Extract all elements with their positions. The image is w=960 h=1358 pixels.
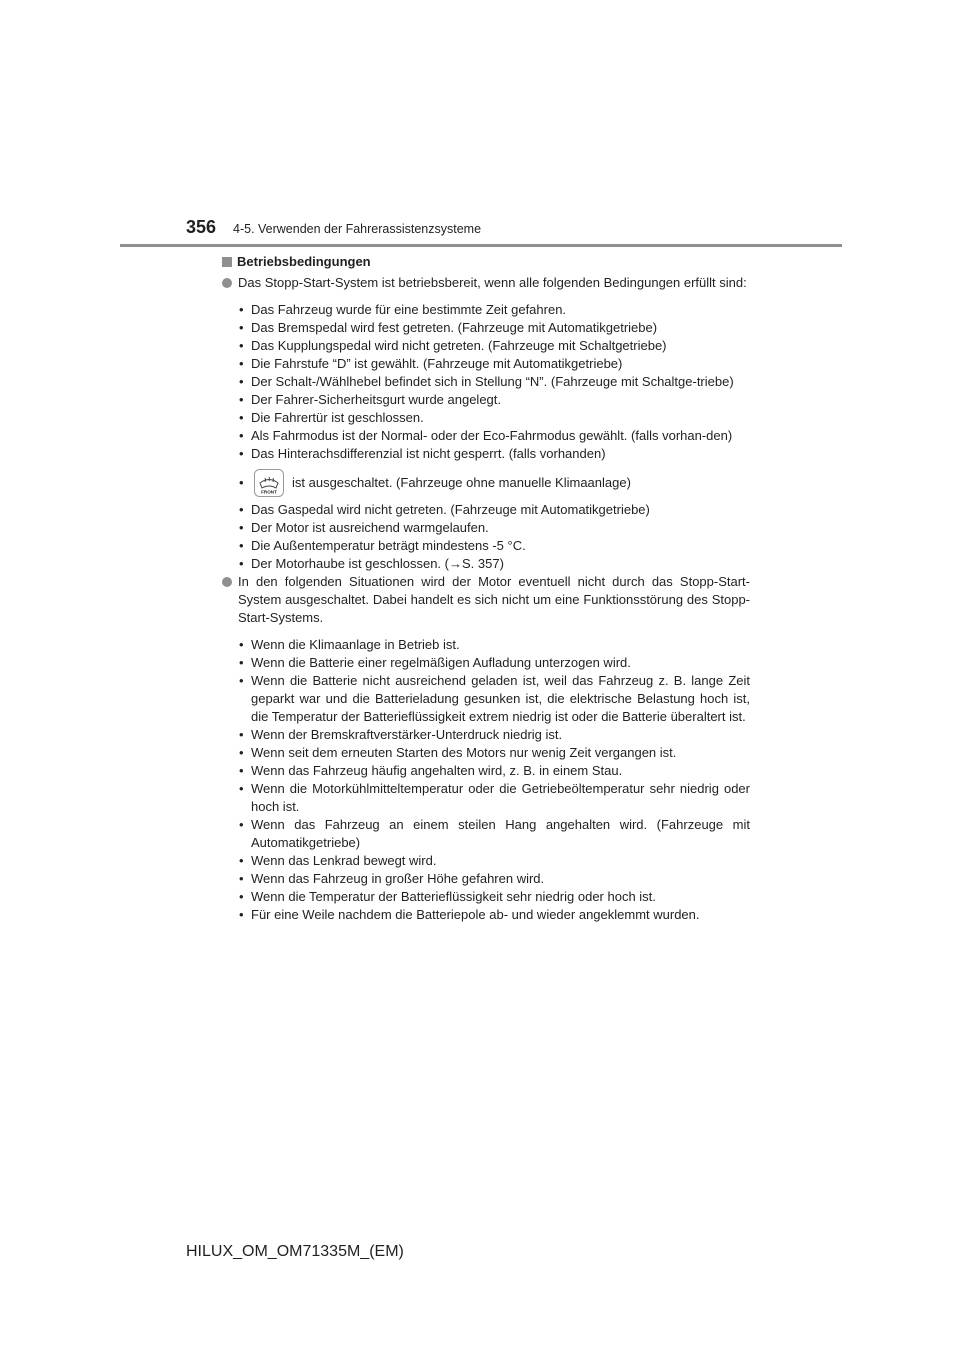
list-item: • Die Außentemperatur beträgt mindestens -5 °C. [239, 538, 526, 553]
list-item: • Für eine Weile nachdem die Batteriepole ab- und wieder angeklemmt wurden. [239, 907, 700, 922]
list-item: • Der Fahrer-Sicherheitsgurt wurde angelegt. [239, 392, 502, 407]
situations-intro [222, 573, 750, 627]
list-item: • Wenn das Fahrzeug häufig angehalten wird, z. B. in einem Stau. [239, 763, 623, 778]
icon-condition-text: ist ausgeschaltet. (Fahrzeuge ohne manuelle Klimaanlage) [292, 475, 631, 490]
content [222, 253, 750, 924]
list-item: • Wenn die Batterie nicht ausreichend geladen ist, weil das Fahrzeug z. B. lange Zeit geparkt war und die Batterieladung gesunken ist, die elektrische Belastung hoch ist, die Temperatur der Batterieflüssigkeit extrem niedrig ist oder die Batterie überaltert ist. [239, 673, 750, 724]
list-item: • Das Gaspedal wird nicht getreten. (Fahrzeuge mit Automatikgetriebe) [239, 502, 650, 517]
icon-condition-item: • FRONT ist ausgeschaltet. (Fahrzeuge ohne manuelle Klimaanlage) [222, 469, 750, 497]
list-item: • Der Motorhaube ist geschlossen. (→S. 357) [239, 556, 504, 571]
list-item: • Das Kupplungspedal wird nicht getreten. (Fahrzeuge mit Schaltgetriebe) [239, 338, 667, 353]
document-code: HILUX_OM_OM71335M_(EM) [186, 1243, 404, 1260]
section-title: 4-5. Verwenden der Fahrerassistenzsysteme [233, 222, 482, 236]
list-item: • Der Motor ist ausreichend warmgelaufen. [239, 520, 489, 535]
list-item: • Wenn die Motorkühlmitteltemperatur oder die Getriebeöltemperatur sehr niedrig oder hoch ist. [239, 781, 750, 814]
subsection-heading [222, 253, 750, 271]
situations-intro-text: In den folgenden Situationen wird der Motor eventuell nicht durch das Stopp-Start-System ausgeschaltet. Dabei handelt es sich nicht um eine Funktionsstörung des Stopp-Start-Systems. [238, 574, 750, 625]
square-bullet-icon [222, 257, 232, 267]
list-item: • Wenn das Lenkrad bewegt wird. [239, 853, 437, 868]
list-item: • Wenn das Fahrzeug in großer Höhe gefahren wird. [239, 871, 545, 886]
list-item: • Wenn die Batterie einer regelmäßigen Aufladung unterzogen wird. [239, 655, 631, 670]
conditions-list [222, 301, 750, 463]
list-item: • Als Fahrmodus ist der Normal- oder der Eco-Fahrmodus gewählt. (falls vorhan-den) [239, 428, 733, 443]
list-item: • Das Fahrzeug wurde für eine bestimmte Zeit gefahren. [239, 302, 567, 317]
list-item: • Wenn die Temperatur der Batterieflüssigkeit sehr niedrig oder hoch ist. [239, 889, 656, 904]
front-defroster-icon [254, 469, 284, 497]
condition-intro [222, 274, 750, 292]
page-number: 356 [186, 217, 217, 237]
list-item: • Wenn der Bremskraftverstärker-Unterdruck niedrig ist. [239, 727, 563, 742]
list-item: • Wenn das Fahrzeug an einem steilen Hang angehalten wird. (Fahrzeuge mit Automatikgetriebe) [239, 817, 750, 850]
list-item: • Die Fahrstufe “D” ist gewählt. (Fahrzeuge mit Automatikgetriebe) [239, 356, 623, 371]
conditions-list-continued [222, 501, 750, 573]
list-item: • Wenn seit dem erneuten Starten des Motors nur wenig Zeit vergangen ist. [239, 745, 677, 760]
list-item: • Das Bremspedal wird fest getreten. (Fahrzeuge mit Automatikgetriebe) [239, 320, 658, 335]
list-item: • Der Schalt-/Wählhebel befindet sich in Stellung “N”. (Fahrzeuge mit Schaltge-triebe) [239, 374, 734, 389]
situations-list [222, 636, 750, 924]
header-rule [120, 244, 842, 247]
list-item: • Das Hinterachsdifferenzial ist nicht gesperrt. (falls vorhanden) [239, 446, 606, 461]
circle-bullet-icon [222, 577, 232, 587]
list-item: • Die Fahrertür ist geschlossen. [239, 410, 424, 425]
svg-text:FRONT: FRONT [261, 489, 277, 495]
condition-intro-text: Das Stopp-Start-System ist betriebsbereit, wenn alle folgenden Bedingungen erfüllt sind: [238, 275, 747, 290]
list-item: • Wenn die Klimaanlage in Betrieb ist. [239, 637, 460, 652]
subsection-heading-text: Betriebsbedingungen [237, 254, 371, 269]
circle-bullet-icon [222, 278, 232, 288]
